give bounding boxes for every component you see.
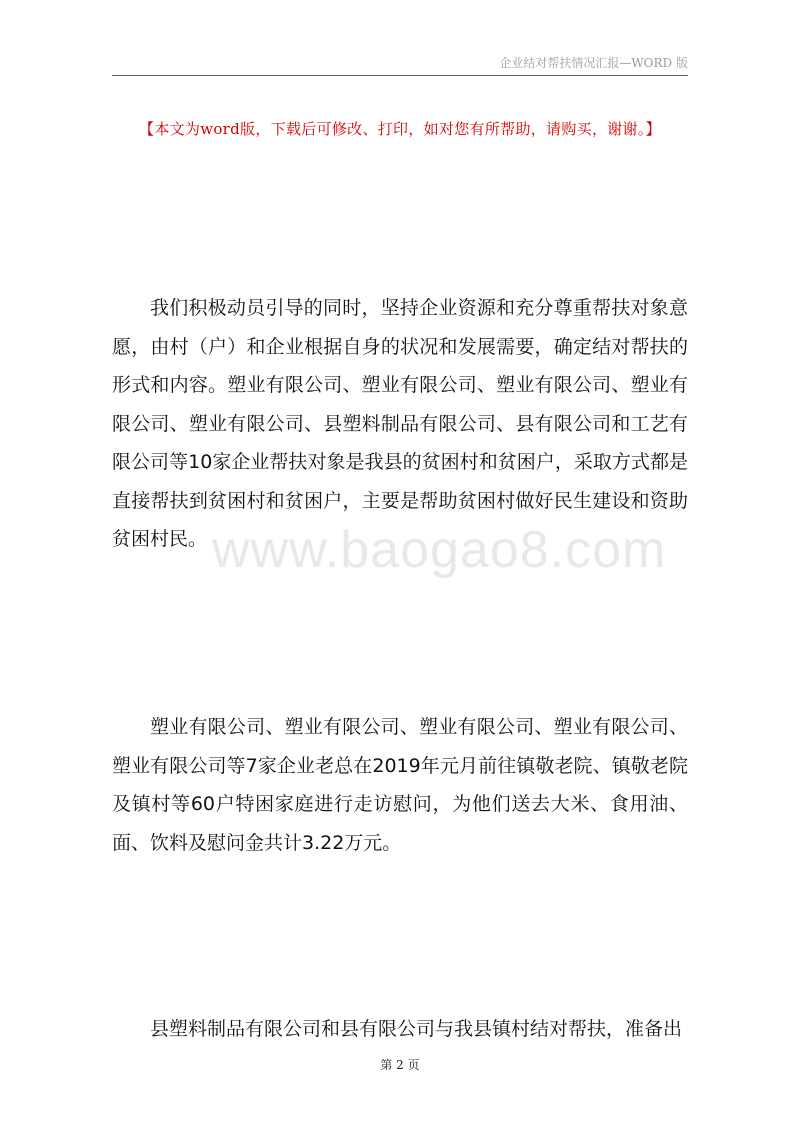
header-divider	[112, 75, 688, 76]
paragraph-2: 塑业有限公司、塑业有限公司、塑业有限公司、塑业有限公司、塑业有限公司等7家企业老总在2019年元月前往镇敬老院、镇敬老院及镇村等60户特困家庭进行走访慰问，为他们送去大米、食用油、面、饮料及慰问金共计3.22万元。	[112, 716, 688, 854]
paragraph-1: 我们积极动员引导的同时，坚持企业资源和充分尊重帮扶对象意愿，由村（户）和企业根据自身的状况和发展需要，确定结对帮扶的形式和内容。塑业有限公司、塑业有限公司、塑业有限公司、塑业有限公司、塑业有限公司、县塑料制品有限公司、县有限公司和工艺有限公司等10家企业帮扶对象是我县的贫困村和贫困户，采取方式都是直接帮扶到贫困村和贫困户，主要是帮助贫困村做好民生建设和资助贫困村民。	[112, 297, 688, 550]
paragraph-3: 县塑料制品有限公司和县有限公司与我县镇村结对帮扶，准备出	[150, 1018, 683, 1040]
header-title: 企业结对帮扶情况汇报—WORD 版	[499, 56, 688, 70]
watermark: www.baogao8.com	[212, 521, 667, 579]
purchase-notice: 【本文为word版，下载后可修改、打印，如对您有所帮助，请购买，谢谢。】	[139, 120, 661, 138]
page-number: 第 2 页	[380, 1058, 420, 1072]
